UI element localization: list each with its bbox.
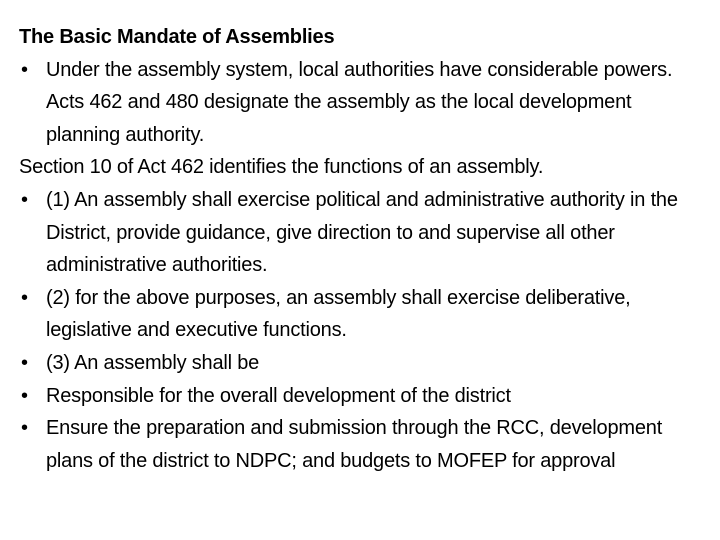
slide-content	[19, 21, 709, 477]
list-item-text: (1) An assembly shall exercise political and administrative authority in the District, provide guidance, give direction to and supervise all other administrative authorities.	[46, 188, 678, 277]
functions-list	[19, 184, 709, 477]
list-item	[19, 184, 709, 282]
list-item-text: (3) An assembly shall be	[46, 351, 260, 374]
list-item	[19, 380, 709, 413]
bullet-icon: •	[21, 417, 28, 440]
list-item	[19, 282, 709, 347]
list-item-text: (2) for the above purposes, an assembly shall exercise deliberative, legislative and executive functions.	[46, 286, 631, 342]
bullet-icon: •	[21, 351, 28, 374]
list-item-intro	[19, 54, 709, 152]
bullet-icon: •	[21, 188, 28, 211]
section-line: Section 10 of Act 462 identifies the functions of an assembly.	[19, 156, 544, 179]
list-item-text: Ensure the preparation and submission through the RCC, development plans of the district to NDPC; and budgets to MOFEP for approval	[46, 417, 663, 472]
list-item	[19, 412, 709, 477]
intro-list	[19, 54, 709, 152]
bullet-icon: •	[21, 58, 28, 81]
slide-title: The Basic Mandate of Assemblies	[19, 26, 335, 48]
list-item-text: Responsible for the overall development of the district	[46, 384, 511, 407]
bullet-icon: •	[21, 286, 28, 309]
bullet-icon: •	[21, 384, 28, 407]
list-item-text: Under the assembly system, local authorities have considerable powers. Acts 462 and 480 designate the assembly as the local development planning authority.	[46, 58, 673, 146]
list-item	[19, 347, 709, 380]
